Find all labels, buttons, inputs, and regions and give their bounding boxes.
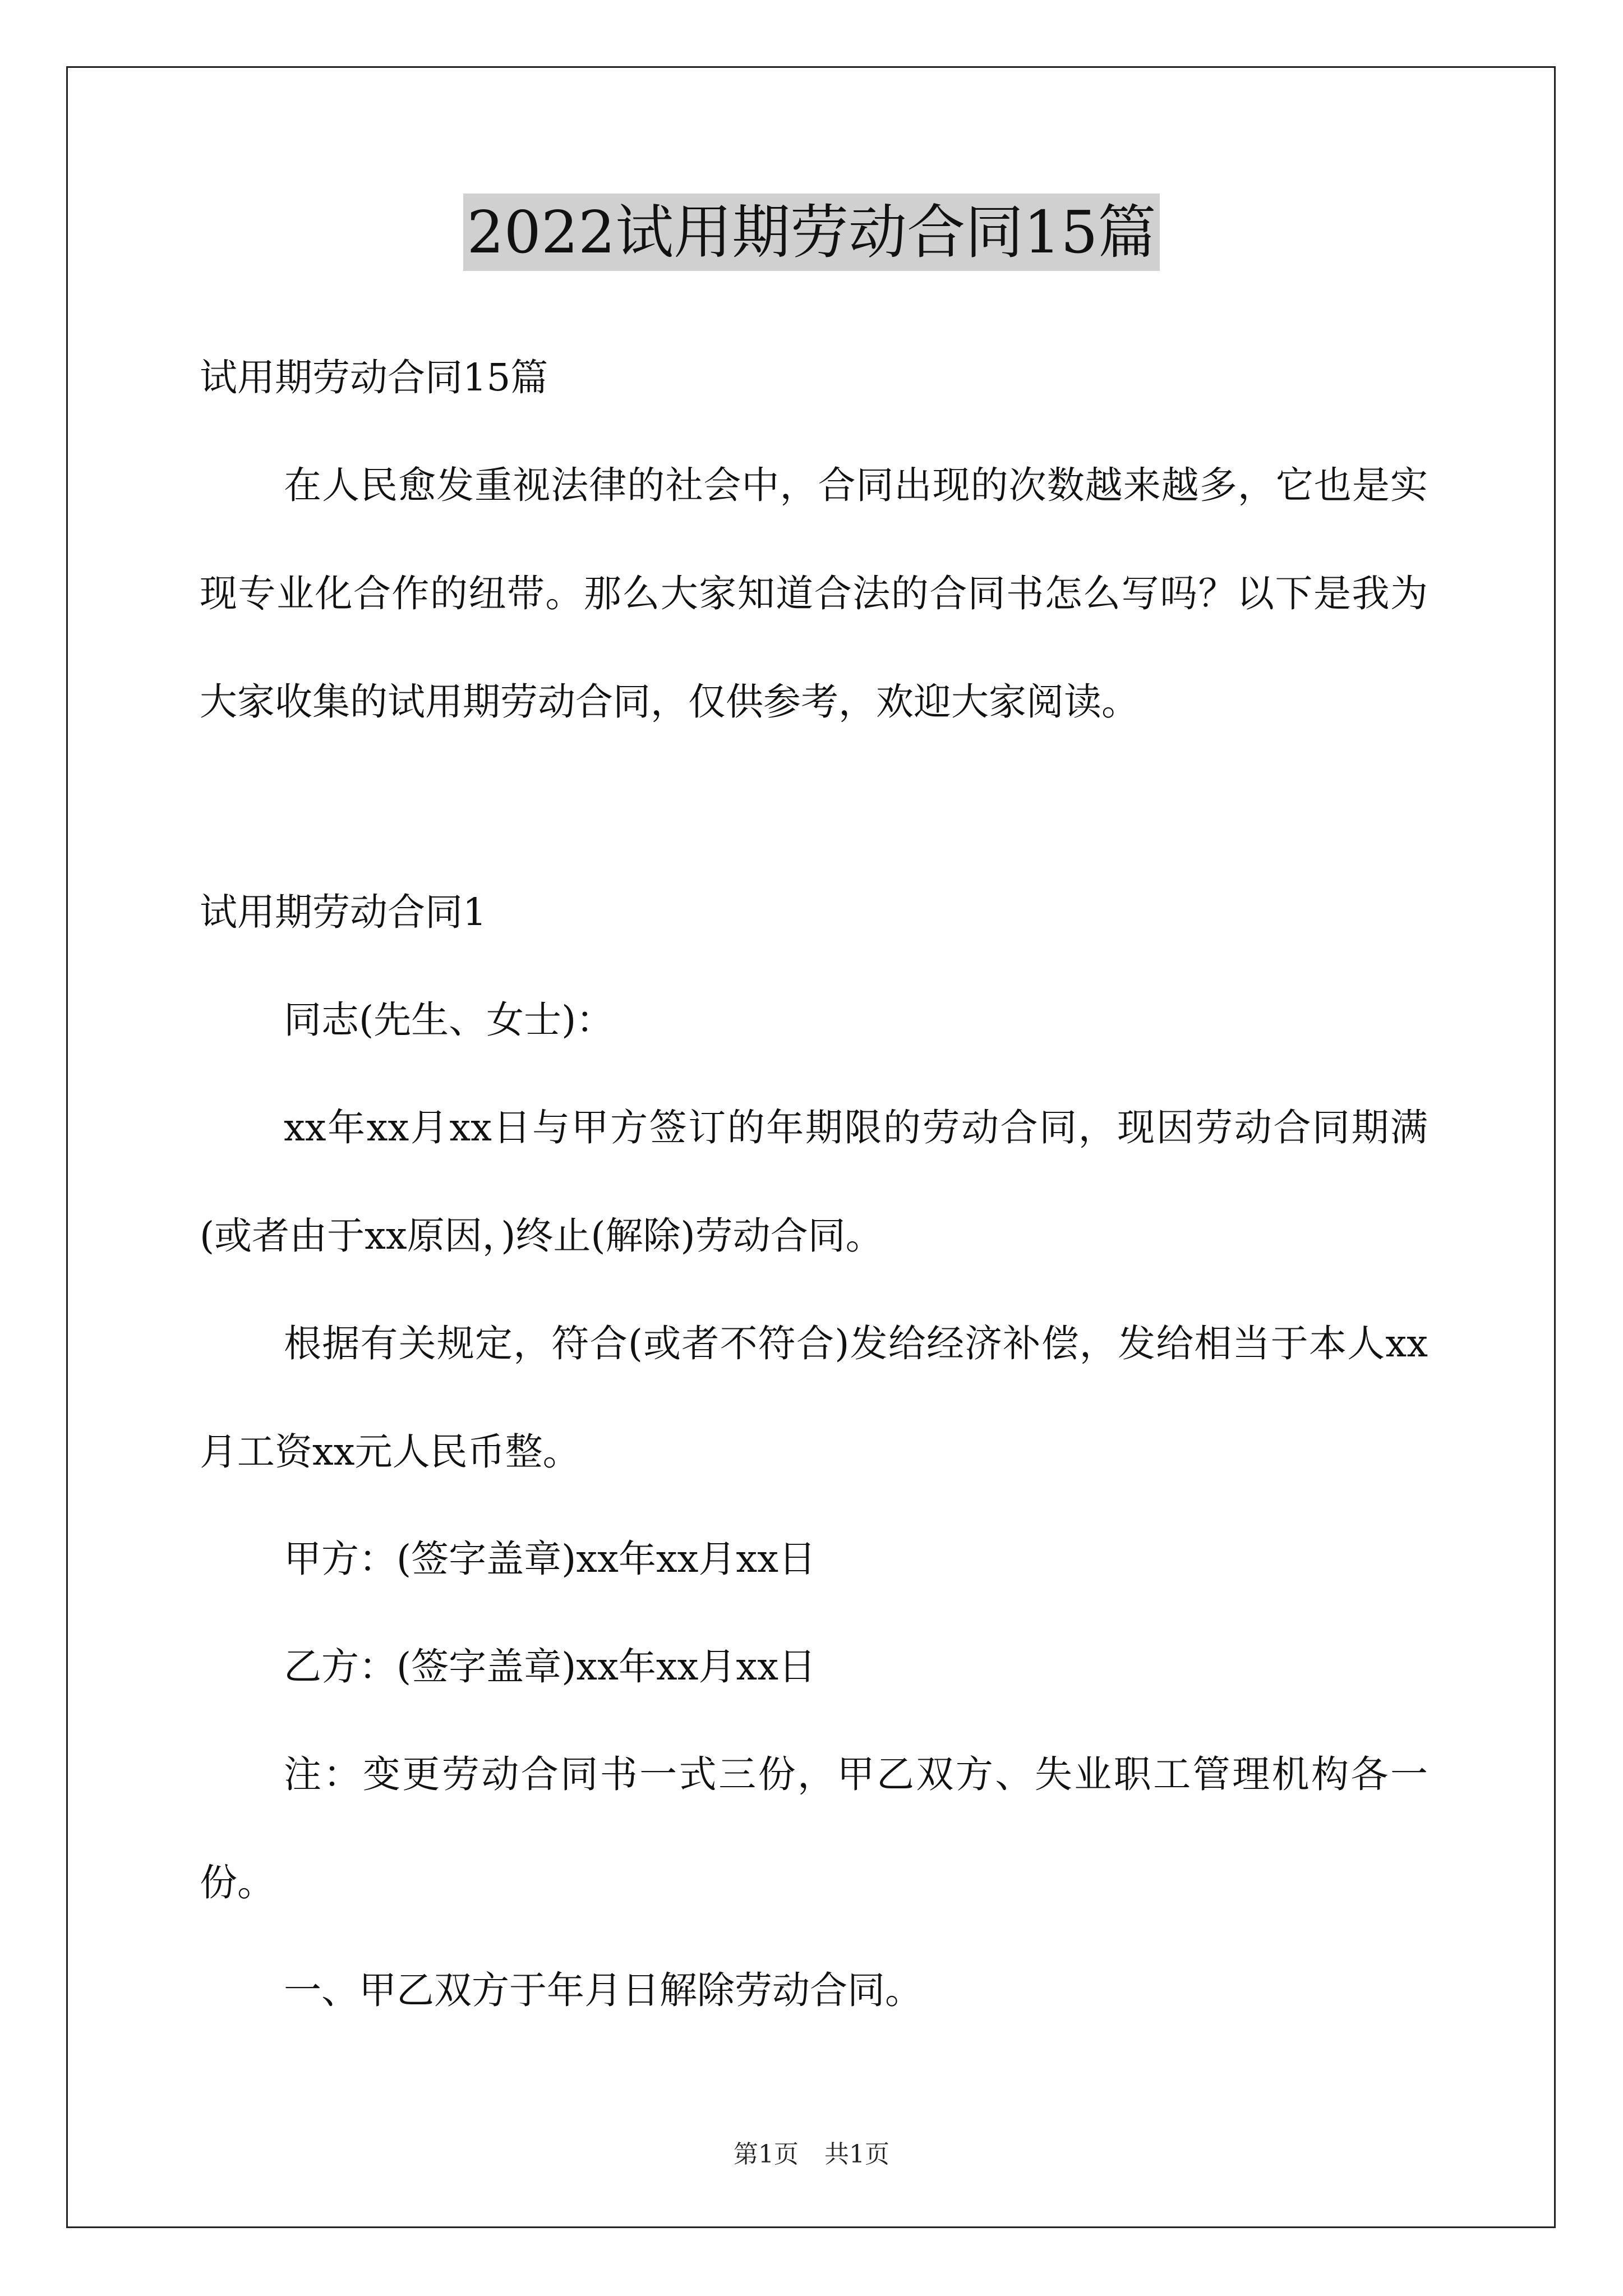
party-b-signature: 乙方：(签字盖章)xx年xx月xx日 xyxy=(284,1645,816,1688)
page-footer xyxy=(0,2134,1623,2170)
party-a-signature: 甲方：(签字盖章)xx年xx月xx日 xyxy=(284,1537,816,1581)
salutation: 同志(先生、女士)： xyxy=(284,998,614,1042)
document-title: 2022试用期劳动合同15篇 xyxy=(463,194,1159,271)
page-count: 共1页 xyxy=(824,2140,889,2169)
paragraph-compensation: 根据有关规定，符合(或者不符合)发给经济补偿，发给相当于本人xx月工资xx元人民币整。 xyxy=(200,1322,1428,1474)
paragraph-termination: xx年xx月xx日与甲方签订的年期限的劳动合同，现因劳动合同期满(或者由于xx原因，)终止(解除)劳动合同。 xyxy=(200,1106,1428,1258)
note-paragraph: 注：变更劳动合同书一式三份，甲乙双方、失业职工管理机构各一份。 xyxy=(200,1752,1428,1904)
document-subtitle: 试用期劳动合同15篇 xyxy=(200,356,548,399)
section-heading: 试用期劳动合同1 xyxy=(200,890,487,934)
title-container xyxy=(0,194,1623,271)
clause-one: 一、甲乙双方于年月日解除劳动合同。 xyxy=(284,1968,923,2012)
intro-paragraph: 在人民愈发重视法律的社会中，合同出现的次数越来越多，它也是实现专业化合作的纽带。那么大家知道合法的合同书怎么写吗？以下是我为大家收集的试用期劳动合同，仅供参考，欢迎大家阅读。 xyxy=(200,463,1428,724)
page-number: 第1页 xyxy=(734,2140,799,2169)
